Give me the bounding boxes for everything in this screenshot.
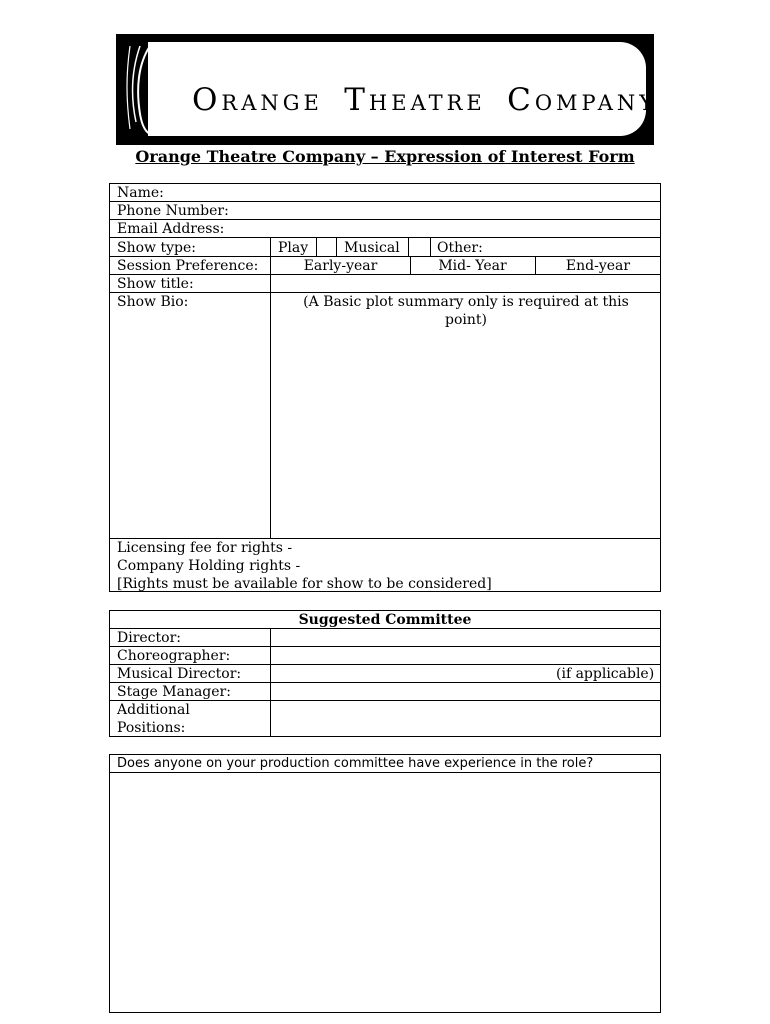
play-checkbox[interactable] xyxy=(317,238,336,256)
experience-answer-field[interactable] xyxy=(110,773,660,1012)
company-rights-label: Company Holding rights - xyxy=(117,558,301,574)
show-bio-note: (A Basic plot summary only is required at this xyxy=(303,294,629,310)
rights-note: [Rights must be available for show to be considered] xyxy=(117,576,492,592)
musical-director-label: Musical Director: xyxy=(117,666,242,682)
session-end[interactable]: End-year xyxy=(565,258,631,274)
choreographer-field[interactable] xyxy=(271,647,660,664)
experience-question: Does anyone on your production committee have experience in the role? xyxy=(117,756,594,771)
show-bio-label: Show Bio: xyxy=(117,294,189,310)
choreographer-label: Choreographer: xyxy=(117,648,231,664)
logo-plate xyxy=(148,42,658,136)
if-applicable-note: (if applicable) xyxy=(556,666,655,682)
show-bio-note-cont: point) xyxy=(445,312,487,328)
logo-banner xyxy=(116,34,658,144)
stage-manager-label: Stage Manager: xyxy=(117,684,231,700)
option-play: Play xyxy=(278,240,309,256)
committee-heading: Suggested Committee xyxy=(298,612,472,628)
musical-checkbox[interactable] xyxy=(409,238,430,256)
logo-wordmark: ORANGE THEATRE COMPANY xyxy=(192,82,658,118)
session-early[interactable]: Early-year xyxy=(303,258,378,274)
option-musical: Musical xyxy=(344,240,400,256)
additional-positions-label: Additional xyxy=(117,702,190,718)
session-mid[interactable]: Mid- Year xyxy=(438,258,507,274)
email-label: Email Address: xyxy=(117,221,225,237)
show-type-label: Show type: xyxy=(117,240,196,256)
name-label: Name: xyxy=(117,185,164,201)
form-title: Orange Theatre Company – Expression of Interest Form xyxy=(135,147,635,166)
phone-label: Phone Number: xyxy=(117,203,229,219)
show-bio-field[interactable] xyxy=(271,330,660,537)
option-other: Other: xyxy=(437,240,483,256)
additional-positions-label-cont: Positions: xyxy=(117,720,186,736)
show-title-label: Show title: xyxy=(117,276,194,292)
licensing-fee-label: Licensing fee for rights - xyxy=(117,540,293,556)
stage-manager-field[interactable] xyxy=(271,683,660,700)
additional-positions-field[interactable] xyxy=(271,701,660,736)
session-label: Session Preference: xyxy=(117,258,259,274)
director-field[interactable] xyxy=(271,629,660,646)
banner-underline xyxy=(116,144,654,145)
director-label: Director: xyxy=(117,630,181,646)
